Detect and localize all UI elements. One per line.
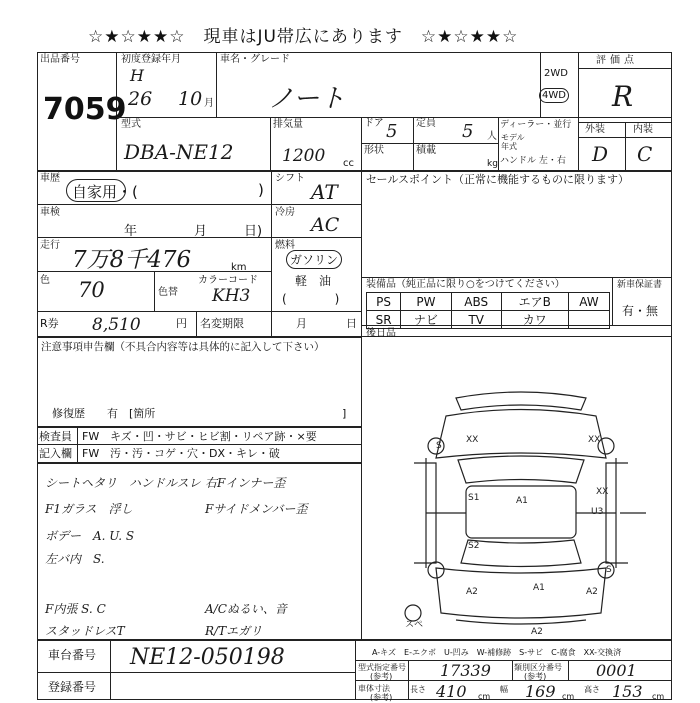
recycle-label: R券 [40, 317, 59, 330]
fuel-label: 燃料 [275, 240, 295, 251]
cap-unit: 人 [487, 131, 497, 142]
load-label: 積載 [416, 145, 436, 156]
name-change-month: 月 [296, 317, 307, 330]
shift-label: シフト [275, 173, 305, 184]
name-change-label: 名変期限 [200, 317, 244, 330]
aircon-label: 冷房 [275, 207, 295, 218]
recorder-items: 汚・汚・コゲ・穴・DX・キレ・破 [110, 447, 280, 460]
aircon-value: AC [311, 214, 340, 236]
score-value: R [612, 80, 634, 113]
drive-2wd: 2WD [544, 68, 568, 79]
reg-era: H [130, 66, 144, 85]
reg-year: 26 [128, 88, 153, 110]
rear-seat-label: 後日品 [366, 328, 396, 339]
note-10: R/Tエガリ [205, 624, 263, 638]
cap-label: 定員 [416, 118, 436, 129]
mileage-value: 7万8千476 [72, 247, 192, 273]
mark-a1-1: A1 [516, 496, 528, 506]
inspection-month: 月 [194, 224, 208, 239]
int-label: 内装 [633, 124, 653, 135]
notes-label: 注意事項申告欄（不具合内容等は具体的に記入して下さい） [41, 341, 325, 353]
color-value: 70 [78, 278, 105, 302]
car-name: ノート [268, 84, 346, 114]
dims-sub: (参考) [370, 693, 393, 702]
dims-length-unit: cm [478, 692, 491, 701]
chassis-value: NE12-050198 [130, 645, 285, 670]
note-6: 左バ内 S. [45, 552, 105, 566]
note-4: Fサイドメンバー歪 [205, 502, 308, 516]
ext-label: 外装 [585, 124, 605, 135]
mark-u3-1: U3 [591, 507, 604, 517]
dims-height-label: 高さ [584, 685, 600, 694]
model-year-label: モデル年式 [501, 133, 525, 151]
history-close: ) [258, 181, 264, 199]
mark-xx-1: XX [466, 435, 479, 445]
car-label: 車名・グレード [220, 54, 290, 65]
inspection-label: 車検 [40, 207, 60, 218]
registration-label: 登録番号 [48, 680, 97, 694]
sales-label: セールスポイント（正常に機能するものに限ります） [366, 173, 630, 186]
lot-number: 7059 [43, 92, 127, 127]
warranty-value[interactable]: 有・無 [622, 304, 659, 318]
model-label: 型式 [121, 119, 141, 130]
door-label: ドア [364, 118, 384, 129]
handle-label: ハンドル 左・右 [500, 156, 566, 166]
door-value: 5 [386, 121, 398, 142]
reg-month-unit: 月 [204, 98, 214, 109]
color-code: KH3 [212, 286, 251, 306]
recorder-label: 記入欄 [39, 447, 72, 460]
int-value: C [637, 142, 653, 166]
dims-height: 153 [612, 682, 643, 701]
dims-height-unit: cm [652, 692, 665, 701]
reg-label: 初度登録年月 [121, 54, 181, 65]
inspection-year: 年 [124, 224, 138, 239]
history-circle [66, 179, 126, 202]
specified-label: 型式指定番号 [358, 663, 406, 672]
equip-ps[interactable]: PS [367, 293, 401, 311]
mark-s1: S1 [468, 493, 480, 503]
shift-value: AT [311, 180, 338, 204]
equip-sr[interactable]: SR [367, 311, 401, 329]
classnum-value: 0001 [596, 661, 637, 680]
note-7: F内張 S. C [45, 602, 106, 616]
history-label: 車歴 [40, 173, 60, 184]
disp-value: 1200 [282, 146, 326, 166]
equip-navi[interactable]: ナビ [401, 311, 451, 329]
recycle-unit: 円 [176, 317, 187, 330]
inspection-day: 日) [244, 224, 263, 239]
mark-xx-3: XX [596, 487, 609, 497]
mark-a1-2: A1 [533, 583, 545, 593]
chassis-label: 車台番号 [48, 648, 97, 662]
equip-airbag[interactable]: エアB [501, 293, 568, 311]
history-value: 自家用・( [72, 183, 138, 201]
equipment-table [366, 292, 610, 329]
equip-tv[interactable]: TV [451, 311, 501, 329]
specified-value: 17339 [440, 661, 491, 680]
note-9: スタッドレスT [45, 624, 125, 638]
note-3: F1ガラス 浮し [45, 502, 133, 516]
note-1: シートヘタリ ハンドルスレ [45, 476, 201, 490]
lot-label: 出品番号 [40, 54, 80, 65]
checker-label: 検査員 [39, 430, 72, 443]
mark-s-rear: S [606, 565, 612, 575]
reg-month: 10 [178, 88, 203, 110]
warranty-label: 新車保証書 [617, 280, 663, 290]
color-label: 色 [40, 275, 50, 286]
classnum-label: 類別区分番号 [514, 663, 562, 672]
specified-sub: (参考) [370, 672, 393, 681]
dims-length-label: 長さ [410, 685, 426, 694]
model-value: DBA-NE12 [124, 140, 234, 164]
mark-a2-2: A2 [586, 587, 598, 597]
drive-4wd: 4WD [539, 88, 569, 103]
mark-s-front: S [436, 441, 442, 451]
disp-label: 排気量 [273, 119, 303, 130]
score-label: 評価点 [596, 55, 638, 66]
load-unit: kg [487, 159, 498, 169]
checker-items: キズ・凹・サビ・ヒビ割・リペア跡・×要 [110, 430, 317, 443]
repair-close: ] [342, 407, 347, 420]
dims-label: 車体寸法 [358, 684, 390, 693]
equip-leather[interactable]: カワ [501, 311, 568, 329]
spare-label: スペ [405, 620, 424, 630]
checker-fw: FW [82, 430, 100, 443]
recycle-value: 8,510 [92, 315, 141, 335]
equipment-label: 装備品（純正品に限り○をつけてください） [366, 279, 565, 290]
fuel-diesel: 軽 油 [295, 274, 332, 288]
mark-xx-2: XX [588, 435, 601, 445]
note-8: A/Cぬるい、音 [205, 602, 287, 616]
dims-width-unit: cm [562, 692, 575, 701]
mileage-label: 走行 [40, 240, 60, 251]
fuel-gasoline: ガソリン [286, 250, 342, 269]
equip-pw[interactable]: PW [401, 293, 451, 311]
equip-aw[interactable]: AW [568, 293, 609, 311]
dims-width: 169 [525, 682, 556, 701]
color-change-label: 色替 [158, 287, 178, 298]
mileage-unit: km [231, 262, 247, 273]
color-code-label: カラーコード [198, 275, 258, 286]
recorder-fw: FW [82, 447, 100, 460]
cap-value: 5 [462, 121, 474, 142]
note-2: 右Fインナー歪 [205, 476, 286, 490]
dealer-label: ディーラー・並行 [500, 120, 572, 130]
note-5: ボデー A. U. S [45, 529, 135, 543]
car-diagram [396, 388, 646, 636]
dims-length: 410 [436, 682, 467, 701]
classnum-sub: (参考) [524, 672, 547, 681]
fuel-paren: ( ) [282, 292, 340, 306]
mark-a2-3: A2 [531, 627, 543, 636]
dims-width-label: 幅 [500, 685, 508, 694]
banner: ☆★☆★★☆ 現車はJU帯広にあります ☆★☆★★☆ [88, 27, 519, 47]
ext-value: D [592, 142, 609, 166]
shape-label: 形状 [364, 145, 384, 156]
mark-a2-1: A2 [466, 587, 478, 597]
mark-s2: S2 [468, 541, 480, 551]
legend: A-キズ E-エクボ U-凹み W-補修跡 S-サビ C-腐食 XX-交換済 [372, 648, 622, 657]
repair-label: 修復歴 有 [箇所 [52, 407, 156, 420]
disp-unit: cc [343, 158, 354, 169]
name-change-day: 日 [346, 317, 357, 330]
equip-abs[interactable]: ABS [451, 293, 501, 311]
